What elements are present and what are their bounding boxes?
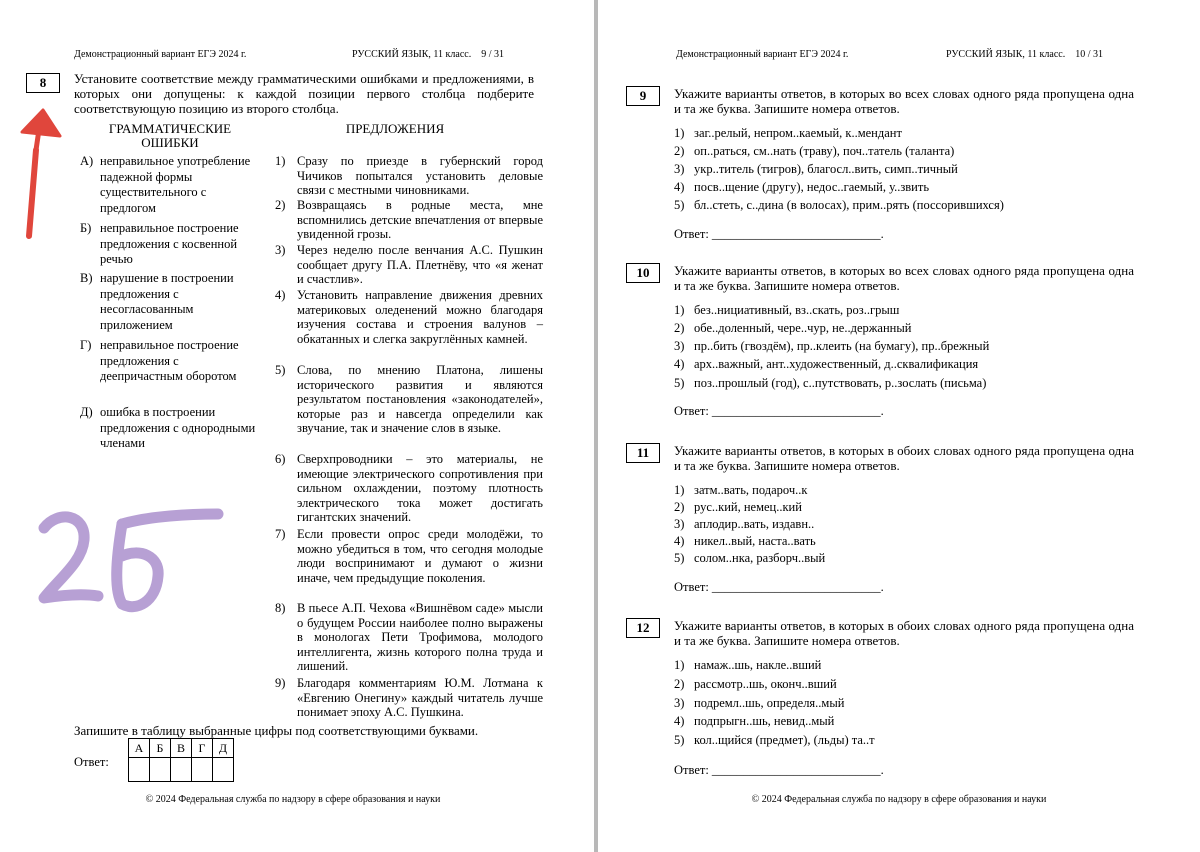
page-header-left: Демонстрационный вариант ЕГЭ 2024 г. xyxy=(676,49,849,60)
option-number: 4) xyxy=(674,714,685,728)
option-number: 2) xyxy=(674,500,685,514)
task-12-option-2 xyxy=(674,677,837,692)
sentence-number: 7) xyxy=(275,527,286,541)
option-number: 1) xyxy=(674,303,685,317)
option-number: 4) xyxy=(674,534,685,548)
annotation-layer xyxy=(0,0,594,852)
error-text: ошибка в построении предложения с однородными членами xyxy=(100,405,256,450)
option-text: заг..релый, непром..каемый, к..мендант xyxy=(694,126,902,140)
task-number-10: 10 xyxy=(626,263,660,283)
page-header-left: Демонстрационный вариант ЕГЭ 2024 г. xyxy=(74,49,247,60)
sentence-text: Через неделю после венчания А.С. Пушкин сообщает другу П.А. Плетнёву, что «я женат и счастлив». xyxy=(297,243,543,286)
table-instruction: Запишите в таблицу выбранные цифры под соответствующими буквами. xyxy=(74,723,479,738)
answer-table-header-v: В xyxy=(171,739,192,758)
task-12-answer-line[interactable]: Ответ: ___________________________. xyxy=(674,763,884,777)
option-text: никел..вый, наста..вать xyxy=(694,534,816,548)
option-text: без..нициативный, вз..скать, роз..грыш xyxy=(694,303,900,317)
option-number: 1) xyxy=(674,658,685,672)
option-number: 5) xyxy=(674,551,685,565)
option-text: солом..нка, разборч..вый xyxy=(694,551,826,565)
option-text: рассмотр..шь, оконч..вший xyxy=(694,677,837,691)
task-number-11: 11 xyxy=(626,443,660,463)
option-text: аплодир..вать, издавн.. xyxy=(694,517,815,531)
page-footer: © 2024 Федеральная служба по надзору в сфере образования и науки xyxy=(751,794,1047,805)
option-text: поз..прошлый (год), с..путствовать, р..зослать (письма) xyxy=(694,376,987,390)
task-9-answer-line[interactable]: Ответ: ___________________________. xyxy=(674,227,884,241)
option-number: 3) xyxy=(674,517,685,531)
red-arrow-annotation xyxy=(22,110,60,236)
option-text: подремл..шь, определя..мый xyxy=(694,696,845,710)
answer-label: Ответ: xyxy=(74,755,109,769)
option-number: 4) xyxy=(674,180,685,194)
sentence-text: Сверхпроводники – это материалы, не имеющие электрического сопротивления при сильном охлаждении, поэтому плотность электрического тока может достигать гигантских значений. xyxy=(297,452,543,524)
error-letter: В) xyxy=(80,271,93,285)
option-number: 3) xyxy=(674,696,685,710)
option-text: оп..раться, см..нать (траву), поч..татель (таланта) xyxy=(694,144,955,158)
task-10-option-3 xyxy=(674,339,989,354)
task-number-12: 12 xyxy=(626,618,660,638)
option-number: 1) xyxy=(674,483,685,497)
error-letter: Г) xyxy=(80,338,92,352)
sentence-number: 1) xyxy=(275,154,286,168)
option-number: 3) xyxy=(674,162,685,176)
handwritten-grade-annotation xyxy=(44,514,218,607)
sentence-text: В пьесе А.П. Чехова «Вишнёвом саде» мысли о будущем России наиболее полно выражены в монологах Пети Трофимова, молодого интеллигента, жизнь которого полна труда и лишений. xyxy=(297,601,543,673)
task-11-option-4 xyxy=(674,534,816,549)
option-number: 2) xyxy=(674,677,685,691)
task-12-option-5 xyxy=(674,733,875,748)
option-text: кол..щийся (предмет), (льды) та..т xyxy=(694,733,875,747)
option-number: 4) xyxy=(674,357,685,371)
task-11-option-3 xyxy=(674,517,814,532)
task-number-8: 8 xyxy=(26,73,60,93)
task-11-option-2 xyxy=(674,500,802,515)
option-text: подпрыгн..шь, невид..мый xyxy=(694,714,835,728)
error-letter: А) xyxy=(80,154,94,168)
answer-table-header-g: Г xyxy=(192,739,213,758)
option-number: 1) xyxy=(674,126,685,140)
column-header-errors: ГРАММАТИЧЕСКИЕ ОШИБКИ xyxy=(108,121,232,150)
sentence-number: 8) xyxy=(275,601,286,615)
sentence-text: Установить направление движения древних материковых оледенений можно благодаря изучения состава и строения валунов – обкатанных и слегка закруглённых камней. xyxy=(297,288,543,346)
option-text: обе..доленный, чере..чур, не..держанный xyxy=(694,321,912,335)
sentence-number: 6) xyxy=(275,452,286,466)
option-number: 5) xyxy=(674,198,685,212)
error-letter: Б) xyxy=(80,221,92,235)
task-12-option-4 xyxy=(674,714,834,729)
sentence-number: 5) xyxy=(275,363,286,377)
error-text: нарушение в построении предложения с несогласованным приложением xyxy=(100,271,234,332)
sentence-text: Слова, по мнению Платона, лишены исторического развития и являются результатом постановления «законодателей», которые раз и навсегда определили как звучание, так и значение слов в языке. xyxy=(297,363,543,435)
task-11-option-5 xyxy=(674,551,825,566)
task-11-option-1 xyxy=(674,483,807,498)
error-text: неправильное построение предложения с деепричастным оборотом xyxy=(100,338,239,383)
option-number: 2) xyxy=(674,144,685,158)
task-10-option-1 xyxy=(674,303,899,318)
task-10-text: Укажите варианты ответов, в которых во всех словах одного ряда пропущена одна и та же буква. Запишите номера ответов. xyxy=(674,263,1134,293)
task-11-text: Укажите варианты ответов, в которых в обоих словах одного ряда пропущена одна и та же буква. Запишите номера ответов. xyxy=(674,443,1134,473)
task-9-option-3 xyxy=(674,162,958,177)
task-9-option-5 xyxy=(674,198,1004,213)
right-page xyxy=(598,0,1200,852)
sentence-number: 9) xyxy=(275,676,286,690)
sentence-text: Благодаря комментариям Ю.М. Лотмана к «Евгению Онегину» каждый читатель лучше понимает эпоху А.С. Пушкина. xyxy=(297,676,543,719)
option-text: пр..бить (гвоздём), пр..клеить (на бумагу), пр..брежный xyxy=(694,339,990,353)
answer-table-header-b: Б xyxy=(150,739,171,758)
task-number-9: 9 xyxy=(626,86,660,106)
task-9-text: Укажите варианты ответов, в которых во всех словах одного ряда пропущена одна и та же буква. Запишите номера ответов. xyxy=(674,86,1134,116)
task-12-text: Укажите варианты ответов, в которых в обоих словах одного ряда пропущена одна и та же буква. Запишите номера ответов. xyxy=(674,618,1134,648)
option-text: арх..важный, ант..художественный, д..сквалификация xyxy=(694,357,979,371)
error-text: неправильное употребление падежной формы существительного с предлогом xyxy=(100,154,251,215)
page-footer: © 2024 Федеральная служба по надзору в сфере образования и науки xyxy=(145,794,441,805)
option-text: намаж..шь, накле..вший xyxy=(694,658,822,672)
task-8-text: Установите соответствие между грамматическими ошибками и предложениями, в которых они допущены: к каждой позиции первого столбца подберите соответствующую позицию из второго столбца. xyxy=(74,71,534,116)
option-text: рус..кий, немец..кий xyxy=(694,500,802,514)
task-10-answer-line[interactable]: Ответ: ___________________________. xyxy=(674,404,884,418)
page-header-right: РУССКИЙ ЯЗЫК, 11 класс. 10 / 31 xyxy=(946,49,1103,60)
task-9-option-1 xyxy=(674,126,902,141)
option-text: затм..вать, подароч..к xyxy=(694,483,808,497)
sentence-number: 3) xyxy=(275,243,286,257)
option-number: 5) xyxy=(674,376,685,390)
task-9-option-4 xyxy=(674,180,929,195)
option-number: 5) xyxy=(674,733,685,747)
answer-table-header-a: А xyxy=(129,739,150,758)
option-number: 3) xyxy=(674,339,685,353)
column-header-sentences: ПРЕДЛОЖЕНИЯ xyxy=(345,121,445,136)
sentence-number: 2) xyxy=(275,198,286,212)
option-text: посв..щение (другу), недос..гаемый, у..звить xyxy=(694,180,930,194)
task-12-option-1 xyxy=(674,658,821,673)
left-page xyxy=(0,0,594,852)
task-10-option-4 xyxy=(674,357,978,372)
task-9-option-2 xyxy=(674,144,954,159)
option-text: бл..стеть, с..дина (в волосах), прим..рять (поссорившихся) xyxy=(694,198,1004,212)
task-10-option-5 xyxy=(674,376,986,391)
task-11-answer-line[interactable]: Ответ: ___________________________. xyxy=(674,580,884,594)
answer-table-header-d: Д xyxy=(213,739,234,758)
task-12-option-3 xyxy=(674,696,844,711)
sentence-text: Если провести опрос среди молодёжи, то можно убедиться в том, что сегодня молодые люди воспринимают и думают о жизни иначе, чем предыдущие поколения. xyxy=(297,527,543,585)
option-number: 2) xyxy=(674,321,685,335)
error-letter: Д) xyxy=(80,405,93,419)
sentence-text: Сразу по приезде в губернский город Чичиков попытался установить деловые связи с местными чиновниками. xyxy=(297,154,543,197)
error-text: неправильное построение предложения с косвенной речью xyxy=(100,221,239,266)
option-text: укр..титель (тигров), благосл..вить, симп..тичный xyxy=(694,162,958,176)
sentence-number: 4) xyxy=(275,288,286,302)
task-10-option-2 xyxy=(674,321,911,336)
page-header-right: РУССКИЙ ЯЗЫК, 11 класс. 9 / 31 xyxy=(352,49,504,60)
sentence-text: Возвращаясь в родные места, мне вспомнились детские впечатления от впервые увиденной грозы. xyxy=(297,198,543,241)
